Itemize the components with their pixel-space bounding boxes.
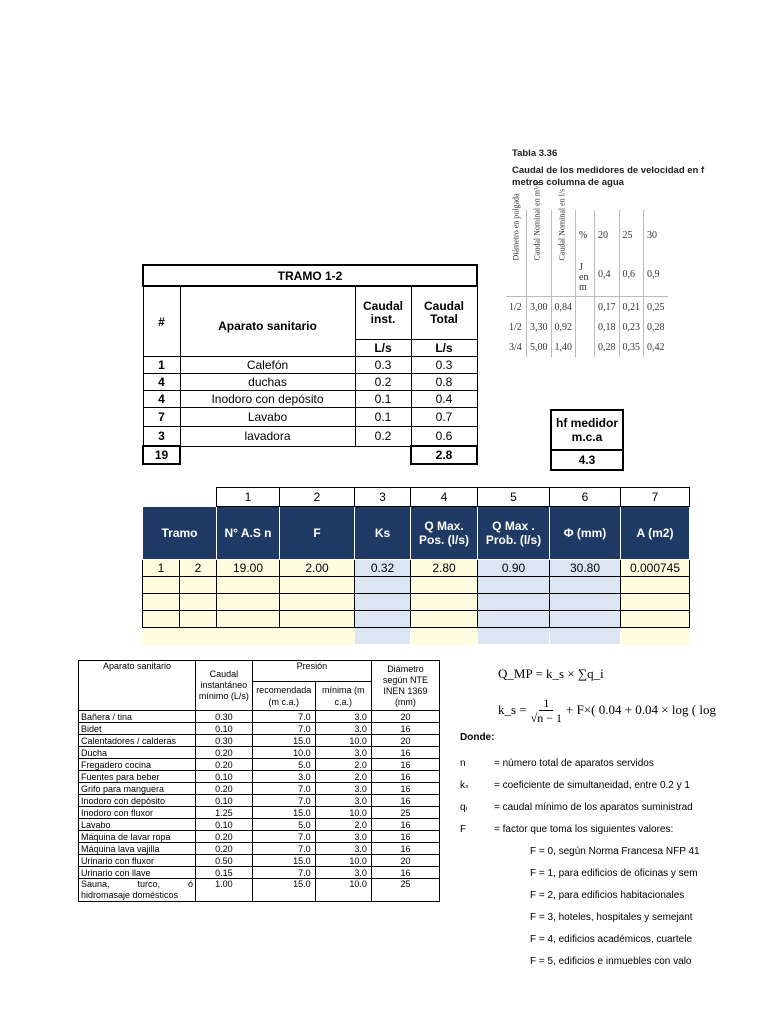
def-row: n = número total de aparatos servidos <box>460 757 654 769</box>
hf-medidor-value: 4.3 <box>578 453 596 467</box>
col-number: 5 <box>478 488 550 507</box>
col-header-num: # <box>143 286 180 357</box>
f-value: F = 5, edificios e inmuebles con valo <box>530 955 692 967</box>
table-row: Fregadero cocina 0.20 5.0 2.0 16 <box>79 759 440 771</box>
formula-qmp: Q_MP = k_s × ∑q_i <box>498 666 604 681</box>
table-row: 3 lavadora 0.2 0.6 <box>143 427 477 447</box>
table-row: Inodoro con depósito 0.10 7.0 3.0 16 <box>79 795 440 807</box>
table-row: Máquina lava vajilla 0.20 7.0 3.0 16 <box>79 843 440 855</box>
col-header-minima: mínima (m c.a.) <box>315 682 371 711</box>
f-value: F = 1, para edificios de oficinas y sem <box>530 867 698 879</box>
col-number: 2 <box>280 488 355 507</box>
table-row: Urinario con llave 0.15 7.0 3.0 16 <box>79 867 440 879</box>
def-row: F = factor que toma los siguientes valores: <box>460 823 674 835</box>
reference-table-3-36 <box>509 148 768 388</box>
ref-col-percent: % <box>579 230 588 241</box>
f-value: F = 2, para edificios habitacionales <box>530 889 685 901</box>
table-row: Grifo para manguera 0.20 7.0 3.0 16 <box>79 783 440 795</box>
table-row: Sauna, turco, ó hidromasaje domésticos 1.00 15.0 10.0 25 <box>79 879 440 902</box>
total-caudal: 2.8 <box>411 446 477 464</box>
aparatos-table <box>78 660 440 902</box>
col-header-presion: Presión <box>252 661 371 682</box>
table-row-empty <box>143 628 690 645</box>
table-row: Fuentes para beber 0.10 3.0 2.0 16 <box>79 771 440 783</box>
table-row: 1 2 19.00 2.00 0.32 2.80 0.90 30.80 0.000745 <box>143 560 690 577</box>
formula-fraction: $\frac{1}{√n - 1}$ <box>530 695 562 725</box>
formula-block <box>460 660 768 972</box>
hf-medidor-label: hf medidor m.c.a <box>552 411 622 451</box>
f-value: F = 3, hoteles, hospitales y semejant <box>530 911 693 923</box>
col-header-recomendada: recomendada (m c.a.) <box>252 682 315 711</box>
table-row: Bañera / tina 0.30 7.0 3.0 20 <box>79 711 440 723</box>
table-row: Ducha 0.20 10.0 3.0 16 <box>79 747 440 759</box>
def-row: qᵢ = caudal mínimo de los aparatos suministrad <box>460 801 693 813</box>
f-value: F = 4, edificios académicos, cuartele <box>530 933 693 945</box>
col-number: 6 <box>550 488 621 507</box>
col-number: 4 <box>411 488 478 507</box>
ref-col-caudal-ls: Caudal Nominal en l/s <box>551 210 576 297</box>
col-number: 7 <box>621 488 690 507</box>
ref-table-title: Tabla 3.36 <box>512 148 558 159</box>
tramo-table <box>142 264 478 465</box>
table-row: Bidet 0.10 7.0 3.0 16 <box>79 723 440 735</box>
col-number: 1 <box>217 488 280 507</box>
calc-table <box>142 487 690 645</box>
ref-col-caudal-m3h: Caudal Nominal en m³/h <box>527 210 552 297</box>
col-header-aparato: Aparato sanitario <box>180 286 355 357</box>
table-row-empty <box>143 611 690 628</box>
table-row: 4 duchas 0.2 0.8 <box>143 374 477 391</box>
ref-row: 1/2 3,30 0,92 0,18 0,23 0,28 <box>506 317 668 337</box>
f-value: F = 0, según Norma Francesa NFP 41 <box>530 845 700 857</box>
col-header-aparato: Aparato sanitario <box>79 661 196 711</box>
unit-caudal-inst: L/s <box>355 340 411 357</box>
table-row-empty <box>143 577 690 594</box>
header-f: F <box>280 507 355 560</box>
col-number: 3 <box>355 488 411 507</box>
ref-table-caption: Caudal de los medidores de velocidad en f metros columna de agua <box>512 165 705 188</box>
ref-unit-j: J en m <box>579 262 589 293</box>
donde-label: Donde: <box>460 732 495 743</box>
table-row-empty <box>143 594 690 611</box>
ref-col-diametro: Diámetro en pulgada <box>506 210 527 297</box>
header-phi: Φ (mm) <box>550 507 621 560</box>
header-qmax-prob: Q Max . Prob. (l/s) <box>478 507 550 560</box>
ref-row: 3/4 5,00 1,40 0,28 0,35 0,42 <box>506 337 668 357</box>
table-row: Inodoro con fluxor 1.25 15.0 10.0 25 <box>79 807 440 819</box>
table-row: 1 Calefón 0.3 0.3 <box>143 357 477 374</box>
def-row: kₛ = coeficiente de simultaneidad, entre 0.2 y 1 <box>460 779 690 791</box>
table-row: Máquina de lavar ropa 0.20 7.0 3.0 16 <box>79 831 440 843</box>
table-row: Urinario con fluxor 0.50 15.0 10.0 20 <box>79 855 440 867</box>
col-header-diametro: Diámetro según NTE INEN 1369 (mm) <box>371 661 439 711</box>
table-row: 4 Inodoro con depósito 0.1 0.4 <box>143 391 477 408</box>
col-header-caudal-inst: Caudal inst. <box>355 286 411 340</box>
hf-medidor-box <box>550 409 624 471</box>
table-row: Lavabo 0.10 5.0 2.0 16 <box>79 819 440 831</box>
tramo-total-row <box>143 446 477 464</box>
col-header-caudal: Caudal instantáneo mínimo (L/s) <box>195 661 252 711</box>
col-header-caudal-total: Caudal Total <box>411 286 477 340</box>
formula-ks: k_s = $\frac{1}{√n - 1}$ + F×( 0.04 + 0.04 × log ( log <box>498 695 716 725</box>
unit-caudal-total: L/s <box>411 340 477 357</box>
ref-row: 1/2 3,00 0,84 0,17 0,21 0,25 <box>506 297 668 318</box>
header-tramo: Tramo <box>143 507 217 560</box>
header-ks: Ks <box>355 507 411 560</box>
table-row: 7 Lavabo 0.1 0.7 <box>143 408 477 427</box>
ref-table-grid: Diámetro en pulgada Caudal Nominal en m³/h Caudal Nominal en l/s % J en m 20 0,4 25 0,6 30 0,9 1/2 3,00 0,84 0,17 0,21 0,25 1/2 3,30 0,92 0,18 0,23 0,28 3/4 5,00 1,40 0,28 0,35 0,42 <box>506 210 668 357</box>
header-area: A (m2) <box>621 507 690 560</box>
table-row: Calentadores / calderas 0.30 15.0 10.0 20 <box>79 735 440 747</box>
tramo-title: TRAMO 1-2 <box>143 265 477 286</box>
header-nas: N° A.S n <box>217 507 280 560</box>
header-qmax-pos: Q Max. Pos. (l/s) <box>411 507 478 560</box>
total-n: 19 <box>143 446 180 464</box>
